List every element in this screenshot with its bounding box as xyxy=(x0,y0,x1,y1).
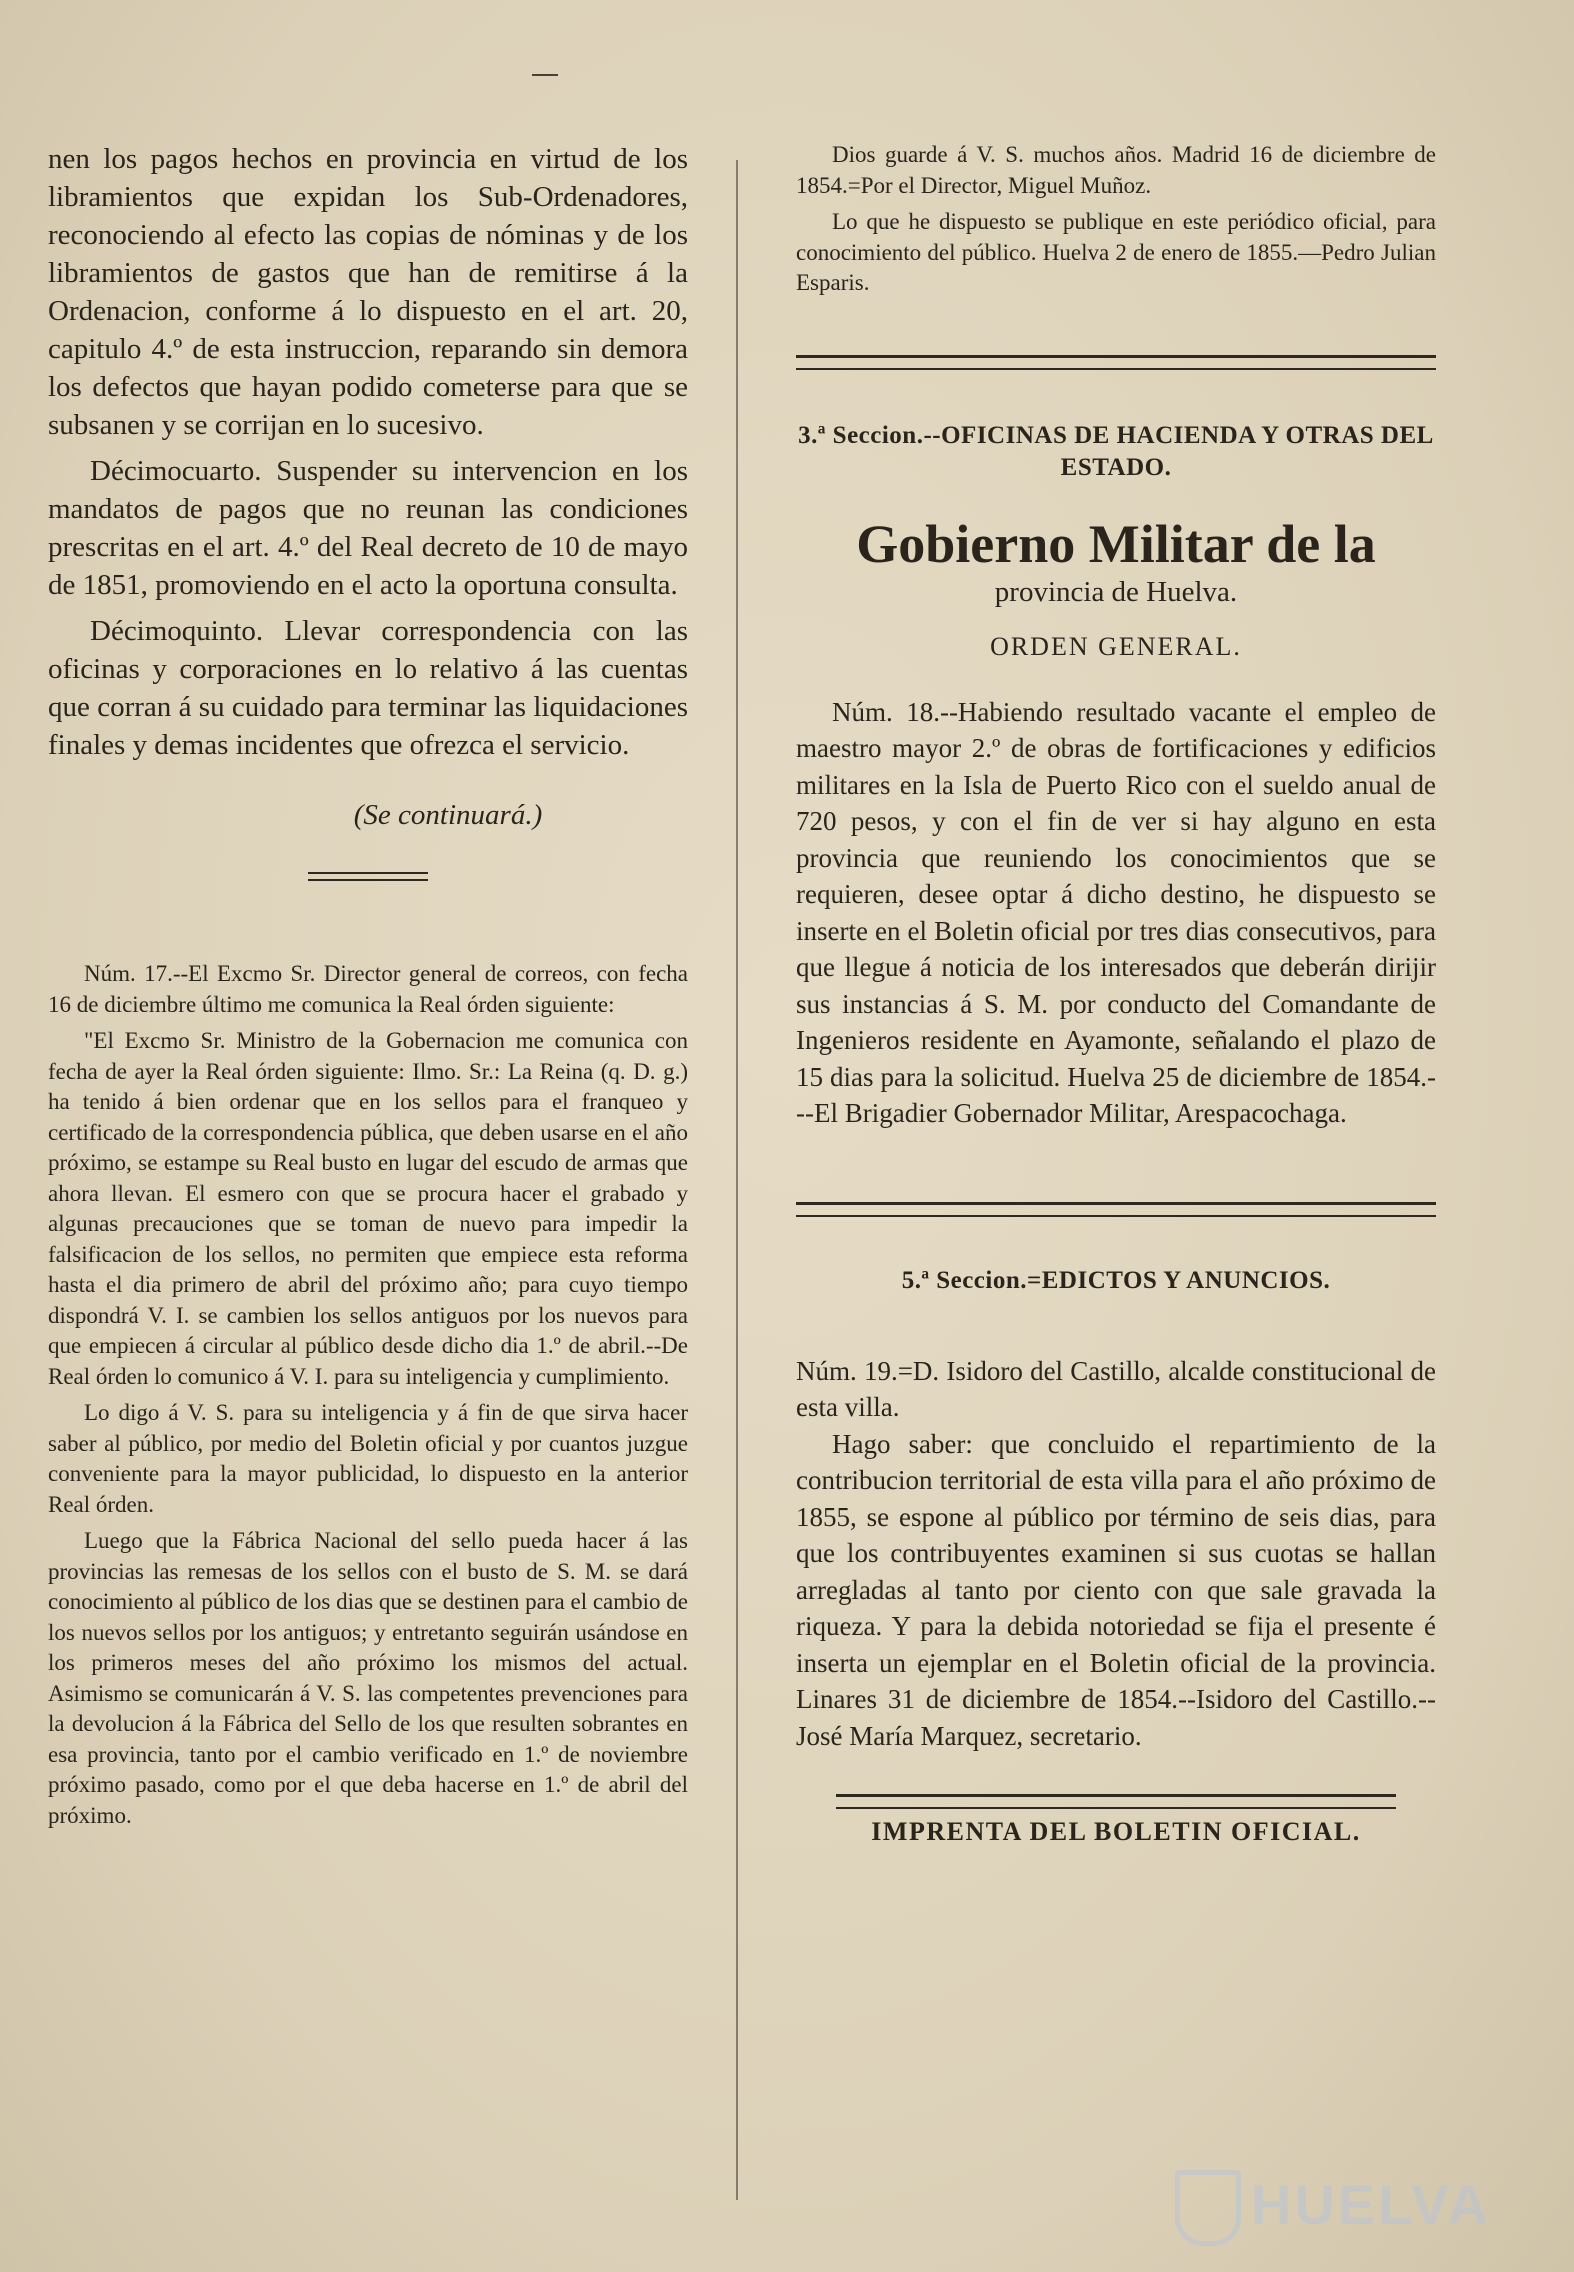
closing-signature: Dios guarde á V. S. muchos años. Madrid 16 de diciembre de 1854.=Por el Director, Miguel Muñoz. xyxy=(796,142,1436,198)
notice-18-body: Núm. 18.--Habiendo resultado vacante el empleo de maestro mayor 2.º de obras de fortificaciones y edificios militares en la Isla de Puerto Rico con el sueldo anual de 720 pesos, y con el fin de ver si hay alguno en esta provincia que reuniendo los conocimientos que se requieren, desee optar á dicho destino, he dispuesto se inserte en el Boletin oficial por tres dias consecutivos, para que llegue á noticia de los interesados que deberán dirijir sus instancias á S. M. por conducto del Comandante de Ingenieros residente en Ayamonte, señalando el plazo de 15 dias para la solicitud. Huelva 25 de diciembre de 1854.---El Brigadier Gobernador Militar, Arespacochaga. xyxy=(796,696,1436,1128)
left-body xyxy=(48,140,688,764)
watermark-text: HUELVA xyxy=(1251,2173,1491,2236)
right-column xyxy=(796,140,1436,1847)
paragraph-decimoquinto: Décimoquinto. Llevar correspondencia con las oficinas y corporaciones en lo relativo á las cuentas que corran á su cuidado para terminar las liquidaciones finales y demas incidentes que ofrezca el servicio. xyxy=(48,615,688,761)
publication-note: Lo que he dispuesto se publique en este periódico oficial, para conocimiento del público. Huelva 2 de enero de 1855.—Pedro Julian Esparis. xyxy=(796,209,1436,295)
masthead-title: Gobierno Militar de la xyxy=(856,513,1376,574)
section-rule xyxy=(796,1202,1436,1217)
notice-17-stamps: Luego que la Fábrica Nacional del sello pueda hacer á las provincias las remesas de los sellos con el busto de S. M. se dará conocimiento al público de los dias que se destinen para el cambio de los nuevos sellos por los antiguos; y entretanto seguirán usándose en los primeros meses del año próximo los mismos del actual. Asimismo se comunicarán á V. S. las competentes prevenciones para la devolucion á la Fábrica del Sello de los que resulten sobrantes en esa provincia, tanto por el cambio verificado en 1.º de noviembre próximo pasado, como por el que deba hacerse en 1.º de abril del próximo. xyxy=(48,1528,688,1828)
column-divider xyxy=(736,160,738,2200)
section-5-heading: 5.ª Seccion.=EDICTOS Y ANUNCIOS. xyxy=(901,1266,1331,1294)
notice-19-body: Hago saber: que concluido el repartimiento de la contribucion territorial de esta villa para el año próximo de 1855, se espone al público por término de seis dias, para que los contribuyentes examinen si sus cuotas se hallan arregladas al tanto por ciento con que sale gravada la riqueza. Y para la debida notoriedad se fija el presente é inserta un ejemplar en el Boletin oficial de la provincia. Linares 31 de diciembre de 1854.--Isidoro del Castillo.--José María Marquez, secretario. xyxy=(796,1428,1436,1751)
section-rule xyxy=(796,355,1436,370)
notice-18 xyxy=(796,694,1436,1132)
left-column xyxy=(48,140,688,1837)
notice-17-quote: "El Excmo Sr. Ministro de la Gobernacion me comunica con fecha de ayer la Real órden siguiente: Ilmo. Sr.: La Reina (q. D. g.) ha tenido á bien ordenar que en los sellos para el franqueo y certificado de la correspondencia pública, que deben usarse en el año próximo, se estampe su Real busto en lugar del escudo de armas que ahora llevan. El esmero con que se procura hacer el grabado y algunas precauciones que se toman de nuevo para impedir la falsificacion de los sellos, no permiten que empiece esta reforma hasta el dia primero de abril del próximo año; para cuyo tiempo dispondrá V. I. se cambien los sellos antiguos por los nuevos para que empiecen á circular al público desde dicho dia 1.º de abril.--De Real órden lo comunico á V. I. para su inteligencia y cumplimiento. xyxy=(48,1028,688,1389)
shield-icon xyxy=(1175,2170,1241,2246)
top-mark xyxy=(532,74,558,76)
notice-17-instruction: Lo digo á V. S. para su inteligencia y á fin de que sirva hacer saber al público, por medio del Boletin oficial y por cuantos juzgue conveniente para la mayor publicidad, lo dispuesto en la anterior Real órden. xyxy=(48,1400,688,1517)
printer-imprint: IMPRENTA DEL BOLETIN OFICIAL. xyxy=(871,1817,1361,1846)
masthead-subtitle: provincia de Huelva. xyxy=(994,575,1238,608)
notice-19 xyxy=(796,1353,1436,1755)
continued-note: (Se continuará.) xyxy=(353,799,543,831)
notice-17-intro: Núm. 17.--El Excmo Sr. Director general de correos, con fecha 16 de diciembre último me comunica la Real órden siguiente: xyxy=(48,961,688,1017)
continued-paragraph: nen los pagos hechos en provincia en virtud de los libramientos que expidan los Sub-Ordenadores, reconociendo al efecto las copias de nóminas y de los libramientos de gastos que han de remitirse á la Ordenacion, conforme á lo dispuesto en el art. 20, capitulo 4.º de esta instruccion, reparando sin demora los defectos que hayan podido cometerse para que se subsanen y se corrijan en lo sucesivo. xyxy=(48,143,688,441)
section-3-heading: 3.ª Seccion.--OFICINAS DE HACIENDA Y OTRAS DEL ESTADO. xyxy=(798,421,1434,481)
footer-rule xyxy=(836,1794,1396,1809)
notice-19-heading: Núm. 19.=D. Isidoro del Castillo, alcalde constitucional de esta villa. xyxy=(796,1355,1436,1422)
notice-17-end xyxy=(796,140,1436,299)
library-watermark xyxy=(1175,2170,1505,2240)
notice-17 xyxy=(48,959,688,1831)
paragraph-decimocuarto: Décimocuarto. Suspender su intervencion en los mandatos de pagos que no reunan las condiciones prescritas en el art. 4.º del Real decreto de 10 de mayo de 1851, promoviendo en el acto la oportuna consulta. xyxy=(48,455,688,601)
separator xyxy=(308,872,428,881)
order-heading: ORDEN GENERAL. xyxy=(990,631,1242,661)
